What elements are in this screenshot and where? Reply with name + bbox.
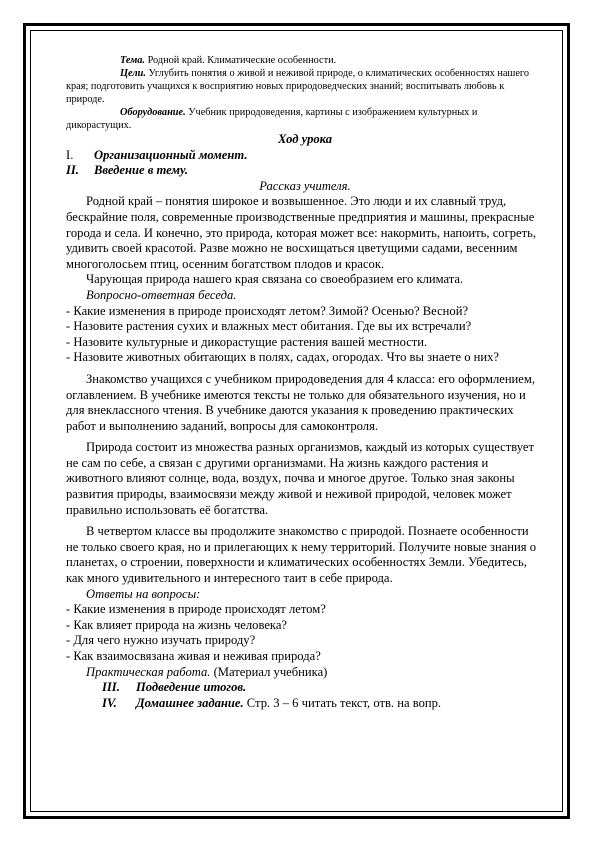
answer-question-3: - Для чего нужно изучать природу? — [66, 633, 256, 648]
section-2-title: Введение в тему. — [94, 163, 188, 178]
goals-label: Цели. — [120, 68, 146, 79]
lesson-title: Ход урока — [277, 132, 333, 146]
section-1-number: I. — [66, 147, 74, 162]
section-3 — [66, 680, 544, 696]
question-3: - Назовите культурные и дикорастущие растения вашей местности. — [66, 334, 428, 349]
section-2-number: II. — [66, 163, 79, 178]
equipment-label: Оборудование. — [120, 107, 186, 118]
practical-work-text: (Материал учебника) — [210, 664, 328, 679]
section-3-title: Подведение итогов. — [136, 680, 247, 695]
section-3-number: III. — [102, 680, 120, 695]
paragraph-2: Чарующая природа нашего края связана со своеобразием его климата. — [86, 272, 464, 287]
practical-work-label: Практическая работа. — [86, 664, 211, 679]
section-2 — [66, 163, 544, 179]
answer-question-4: - Как взаимосвязана живая и неживая природа? — [66, 649, 321, 663]
goals-text: Углубить понятия о живой и неживой природе, о климатических особенностях нашего края; подготовить учащихся к восприятию новых природоведческих знаний; воспитывать любовь к природе. — [66, 68, 530, 105]
homework-text: Стр. 3 – 6 читать текст, отв. на вопр. — [243, 696, 442, 711]
question-4: - Назовите животных обитающих в полях, садах, огородах. Что вы знаете о них? — [66, 350, 500, 365]
equipment-line — [66, 106, 544, 132]
paragraph-5: В четвертом классе вы продолжите знакомство с природой. Познаете особенности не только своего края, но и прилегающих к нему территорий. Получите новые знания о планетах, о строении, поверхности и климатических особенностях Земли. Убедитесь, как много удивительного и интересного таит в себе природа. — [66, 524, 537, 586]
conversation-title: Вопросно-ответная беседа. — [86, 287, 237, 302]
paragraph-1: Родной край – понятия широкое и возвышенное. Это люди и их славный труд, бескрайние поля, современные производственные предприятия и машины, прекрасные города и села. И конечно, это природа, которая может все: накормить, напоить, согреть, удивить своей красотой. Разве можно не восхищаться цветущими садами, весенним многоголосьем птиц, осенним богатством плодов и красок. — [66, 194, 537, 271]
topic-line — [66, 54, 544, 67]
answers-title: Ответы на вопросы: — [86, 586, 201, 601]
section-4-number: IV. — [102, 696, 117, 711]
section-1-title: Организационный момент. — [94, 147, 248, 162]
topic-label: Тема. — [120, 55, 146, 66]
practical-work-line — [66, 665, 544, 681]
section-1 — [66, 148, 544, 164]
paragraph-3: Знакомство учащихся с учебником природоведения для 4 класса: его оформлением, оглавлением. В учебнике имеются тексты не только для обязательного изучения, но и для внеклассного чтения. В учебнике даются указания к проведению практических работ и выполнению заданий, вопросы для самоконтроля. — [66, 371, 536, 433]
equipment-text: Учебник природоведения, картины с изображением культурных и дикорастущих. — [66, 107, 478, 131]
section-4-title: Домашнее задание. — [136, 696, 244, 711]
answer-question-2: - Как влияет природа на жизнь человека? — [66, 617, 288, 632]
paragraph-4: Природа состоит из множества разных организмов, каждый из которых существует не сам по себе, а связан с другими организмами. На жизнь каждого растения и животного влияют солнце, вода, воздух, почва и многое другое. Только зная законы развития природы, взаимосвязи между живой и неживой природой, человек может правильно использовать её богатства. — [66, 440, 535, 517]
topic-text: Родной край. Климатические особенности. — [145, 55, 337, 66]
answer-question-1: - Какие изменения в природе происходят летом? — [66, 602, 326, 617]
question-2: - Назовите растения сухих и влажных мест обитания. Где вы их встречали? — [66, 319, 472, 334]
section-4 — [66, 696, 544, 712]
section-4-line — [136, 696, 441, 712]
lesson-header — [66, 54, 544, 132]
document-body — [66, 54, 544, 712]
goals-line — [66, 67, 544, 106]
question-1: - Какие изменения в природе происходят летом? Зимой? Осенью? Весной? — [66, 303, 469, 318]
teacher-story-title: Рассказ учителя. — [259, 178, 351, 193]
